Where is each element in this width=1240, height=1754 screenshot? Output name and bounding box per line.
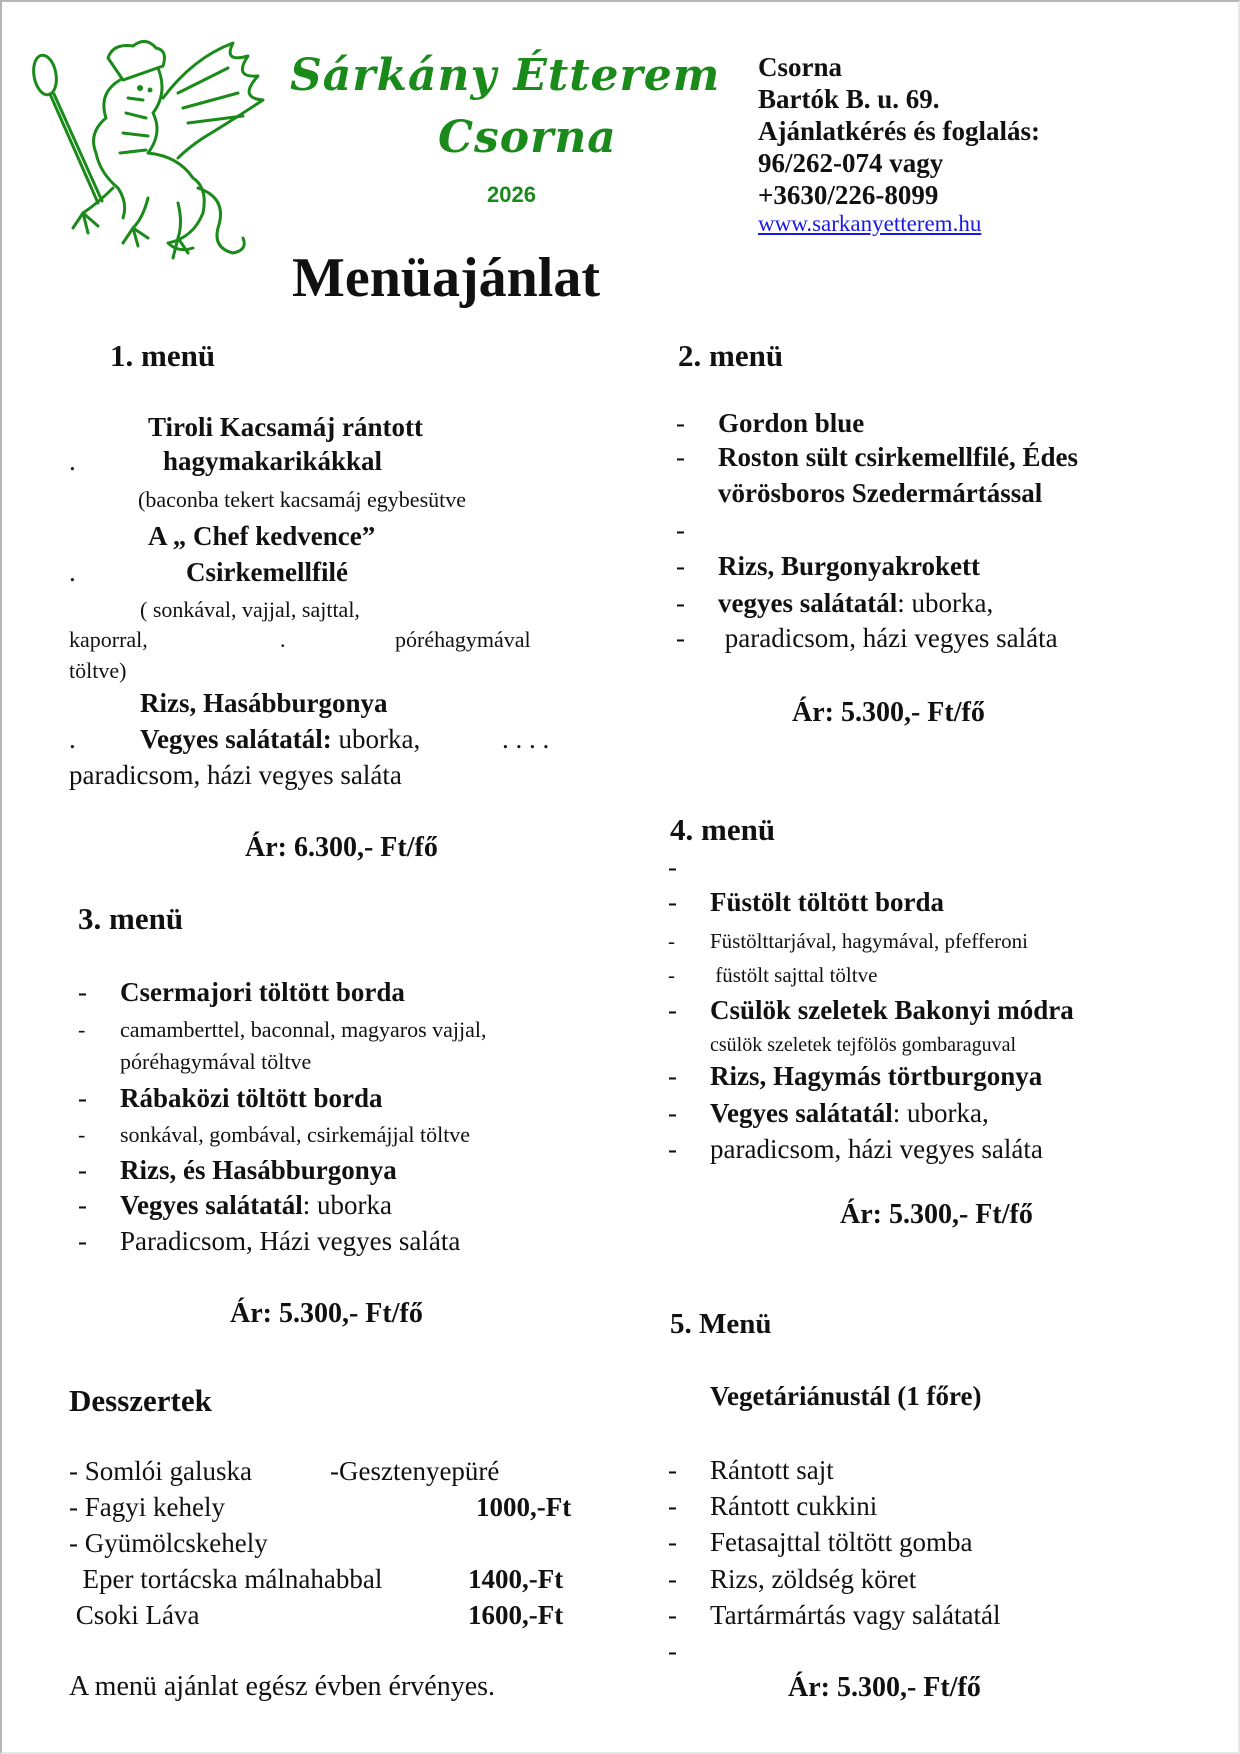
menu-line xyxy=(78,977,405,1008)
restaurant-year: 2026 xyxy=(487,182,536,207)
dessert-item xyxy=(69,1564,382,1595)
dish-detail: paradicsom, házi vegyes saláta xyxy=(718,623,1058,653)
bullet-dash: - xyxy=(676,623,685,653)
menu-line xyxy=(78,1083,383,1114)
dish-detail: paradicsom, házi vegyes saláta xyxy=(69,760,402,790)
dragon-chef-logo-icon xyxy=(28,38,283,268)
menu-line xyxy=(78,1017,487,1043)
menu-2-price: Ár: 5.300,- Ft/fő xyxy=(792,697,985,728)
dessert-name: -Gesztenyepüré xyxy=(330,1456,500,1486)
bullet-dash: - xyxy=(668,852,677,882)
dish-name: vörösboros Szedermártással xyxy=(718,478,1043,508)
menu-line xyxy=(668,1564,916,1595)
dish-name: Gordon blue xyxy=(718,408,865,438)
page-title: Menüajánlat xyxy=(292,247,600,309)
menu-line xyxy=(668,929,1028,954)
dessert-name: Csoki Láva xyxy=(69,1600,200,1630)
menu-line xyxy=(668,963,877,988)
dish-detail: Rizs, zöldség köret xyxy=(710,1564,917,1594)
contact-address: Bartók B. u. 69. xyxy=(758,84,940,114)
menu-5-heading: 5. Menü xyxy=(670,1308,772,1340)
website-link[interactable]: www.sarkanyetterem.hu xyxy=(758,211,982,236)
dish-name: hagymakarikákkal xyxy=(163,446,383,476)
dish-name: Csülök szeletek Bakonyi módra xyxy=(710,995,1074,1025)
dish-detail: kaporral, xyxy=(69,627,148,652)
dish-name: Rizs, Burgonyakrokett xyxy=(718,551,981,581)
menu-line xyxy=(668,852,710,883)
dish-name: Rábaközi töltött borda xyxy=(120,1083,383,1113)
dessert-item xyxy=(69,1600,199,1631)
dessert-name: - Somlói galuska xyxy=(69,1456,252,1486)
bullet-dot: . xyxy=(69,446,76,476)
menu-line xyxy=(668,887,944,918)
dish-name: Vegyes salátatál xyxy=(710,1098,893,1128)
menu-line xyxy=(668,1491,877,1522)
dish-detail: Fetasajttal töltött gomba xyxy=(710,1527,973,1557)
restaurant-city: Csorna xyxy=(438,112,617,163)
contact-block xyxy=(758,51,1040,237)
dish-detail: : uborka, xyxy=(897,588,994,618)
spacer-dots: . . . . xyxy=(502,724,550,754)
menu-line xyxy=(676,551,980,582)
dish-detail: Rántott cukkini xyxy=(710,1491,878,1521)
bullet-dash: - xyxy=(668,1061,677,1091)
bullet-dash: - xyxy=(668,1600,677,1630)
dessert-item xyxy=(69,1492,225,1523)
dish-detail: Rántott sajt xyxy=(710,1455,834,1485)
dish-name: Rizs, Hasábburgonya xyxy=(140,688,388,718)
menu-5-price: Ár: 5.300,- Ft/fő xyxy=(788,1672,981,1703)
dish-name: Rizs, Hagymás törtburgonya xyxy=(710,1061,1043,1091)
dish-detail: uborka, xyxy=(331,724,421,754)
menu-line xyxy=(676,408,864,439)
menu-line xyxy=(138,487,466,513)
menu-line xyxy=(676,623,1058,654)
bullet-dash: - xyxy=(78,977,87,1007)
bullet-dash: - xyxy=(78,1190,87,1220)
restaurant-name: Sárkány Étterem xyxy=(290,50,721,101)
dish-detail: paradicsom, házi vegyes saláta xyxy=(710,1134,1043,1164)
menu-line xyxy=(78,1190,392,1221)
menu-2-heading: 2. menü xyxy=(678,338,784,373)
contact-phone-2: +3630/226-8099 xyxy=(758,180,939,210)
menu-line xyxy=(668,1098,989,1129)
dish-detail: Tartármártás vagy salátatál xyxy=(710,1600,1001,1630)
menu-5-subtitle: Vegetáriánustál (1 főre) xyxy=(710,1381,982,1411)
menu-line xyxy=(668,1600,1000,1631)
dish-detail: camamberttel, baconnal, magyaros vajjal, xyxy=(120,1017,487,1042)
menu-4-price: Ár: 5.300,- Ft/fő xyxy=(840,1199,1033,1230)
menu-line xyxy=(676,588,993,619)
dish-detail: (baconba tekert kacsamáj egybesütve xyxy=(138,487,467,512)
menu-line xyxy=(668,1034,1016,1057)
bullet-dash: - xyxy=(668,1564,677,1594)
bullet-dash: - xyxy=(78,1083,87,1113)
bullet-dash: - xyxy=(676,442,685,472)
bullet-dash: - xyxy=(668,887,677,917)
menu-line xyxy=(668,1134,1043,1165)
bullet-dash: - xyxy=(676,588,685,618)
dish-detail: füstölt sajttal töltve xyxy=(710,963,878,987)
dish-name: A „ Chef kedvence” xyxy=(148,521,376,551)
contact-city: Csorna xyxy=(758,52,843,82)
dish-name: Csermajori töltött borda xyxy=(120,977,405,1007)
menu-line xyxy=(668,1061,1042,1092)
bullet-dash: - xyxy=(676,515,685,545)
menu-line xyxy=(676,442,1078,473)
dish-name: Tiroli Kacsamáj rántott xyxy=(148,412,423,442)
menu-3-price: Ár: 5.300,- Ft/fő xyxy=(230,1298,423,1329)
menu-line xyxy=(140,688,388,719)
menu-line xyxy=(69,760,402,791)
menu-line xyxy=(78,1226,460,1257)
bullet-dash: - xyxy=(668,963,675,987)
dish-detail: csülök szeletek tejfölös gombaraguval xyxy=(710,1034,1017,1056)
dish-detail: sonkával, gombával, csirkemájjal töltve xyxy=(120,1122,471,1147)
menu-line xyxy=(69,658,126,684)
menu-line xyxy=(78,1122,470,1148)
dessert-name: - Fagyi kehely xyxy=(69,1492,225,1522)
menu-1-heading: 1. menü xyxy=(110,338,216,373)
menu-line xyxy=(668,1527,972,1558)
menu-line xyxy=(676,478,1042,509)
menu-line xyxy=(78,1155,397,1186)
menu-line xyxy=(668,1636,710,1667)
menu-line xyxy=(140,724,420,755)
menu-line xyxy=(140,597,360,623)
dessert-item xyxy=(69,1528,268,1559)
bullet-dash: - xyxy=(668,1491,677,1521)
dessert-name: Eper tortácska málnahabbal xyxy=(69,1564,383,1594)
dessert-price: 1000,-Ft xyxy=(476,1492,572,1522)
dish-name: Rizs, és Hasábburgonya xyxy=(120,1155,397,1185)
bullet-dot: . xyxy=(69,557,76,587)
contact-booking-label: Ajánlatkérés és foglalás: xyxy=(758,116,1040,146)
menu-line xyxy=(668,1455,834,1486)
dish-detail: póréhagymával töltve xyxy=(120,1049,312,1074)
bullet-dash: - xyxy=(78,1155,87,1185)
bullet-dash: - xyxy=(668,929,675,953)
bullet-dash: - xyxy=(668,1098,677,1128)
footer-note: A menü ajánlat egész évben érvényes. xyxy=(69,1671,496,1702)
menu-1-price: Ár: 6.300,- Ft/fő xyxy=(245,832,438,863)
dish-detail: : uborka xyxy=(302,1190,392,1220)
dish-name: Csirkemellfilé xyxy=(186,557,348,587)
bullet-dash: - xyxy=(668,1527,677,1557)
menu-line xyxy=(676,515,718,546)
desserts-heading: Desszertek xyxy=(69,1383,212,1418)
dish-name: Roston sült csirkemellfilé, Édes xyxy=(718,442,1078,472)
menu-line xyxy=(69,627,148,653)
menu-line xyxy=(186,557,348,588)
menu-3-heading: 3. menü xyxy=(78,901,184,936)
bullet-dash: - xyxy=(668,995,677,1025)
dish-name: Vegyes salátatál xyxy=(120,1190,303,1220)
dish-detail: töltve) xyxy=(69,658,127,683)
spacer-dot: . xyxy=(280,627,286,652)
bullet-dash: - xyxy=(78,1017,86,1042)
dessert-item xyxy=(69,1456,252,1487)
menu-line xyxy=(148,521,375,552)
menu-line xyxy=(78,1049,311,1075)
menu-4-heading: 4. menü xyxy=(670,812,776,847)
dish-detail: Paradicsom, Házi vegyes saláta xyxy=(120,1226,461,1256)
dish-name: vegyes salátatál xyxy=(718,588,898,618)
bullet-dash: - xyxy=(668,1455,677,1485)
bullet-dot: . xyxy=(69,724,76,754)
contact-phone-1: 96/262-074 vagy xyxy=(758,148,944,178)
dessert-name: - Gyümölcskehely xyxy=(69,1528,268,1558)
dish-name: Füstölt töltött borda xyxy=(710,887,944,917)
dish-name: Vegyes salátatál: xyxy=(140,724,332,754)
menu-line xyxy=(163,446,382,477)
bullet-dash: - xyxy=(668,1636,677,1666)
dish-detail: Füstölttarjával, hagymával, pfefferoni xyxy=(710,929,1029,953)
dish-detail: póréhagymával xyxy=(395,627,531,652)
menu-line xyxy=(148,412,423,443)
bullet-dash: - xyxy=(676,408,685,438)
dish-detail: ( sonkával, vajjal, sajttal, xyxy=(140,597,360,622)
bullet-dash: - xyxy=(78,1122,86,1147)
menu-line xyxy=(668,995,1074,1026)
dessert-price: 1400,-Ft xyxy=(468,1564,564,1594)
bullet-dash: - xyxy=(668,1134,677,1164)
dish-detail: : uborka, xyxy=(892,1098,989,1128)
bullet-dash: - xyxy=(676,551,685,581)
bullet-dash: - xyxy=(78,1226,87,1256)
dessert-price: 1600,-Ft xyxy=(468,1600,564,1630)
